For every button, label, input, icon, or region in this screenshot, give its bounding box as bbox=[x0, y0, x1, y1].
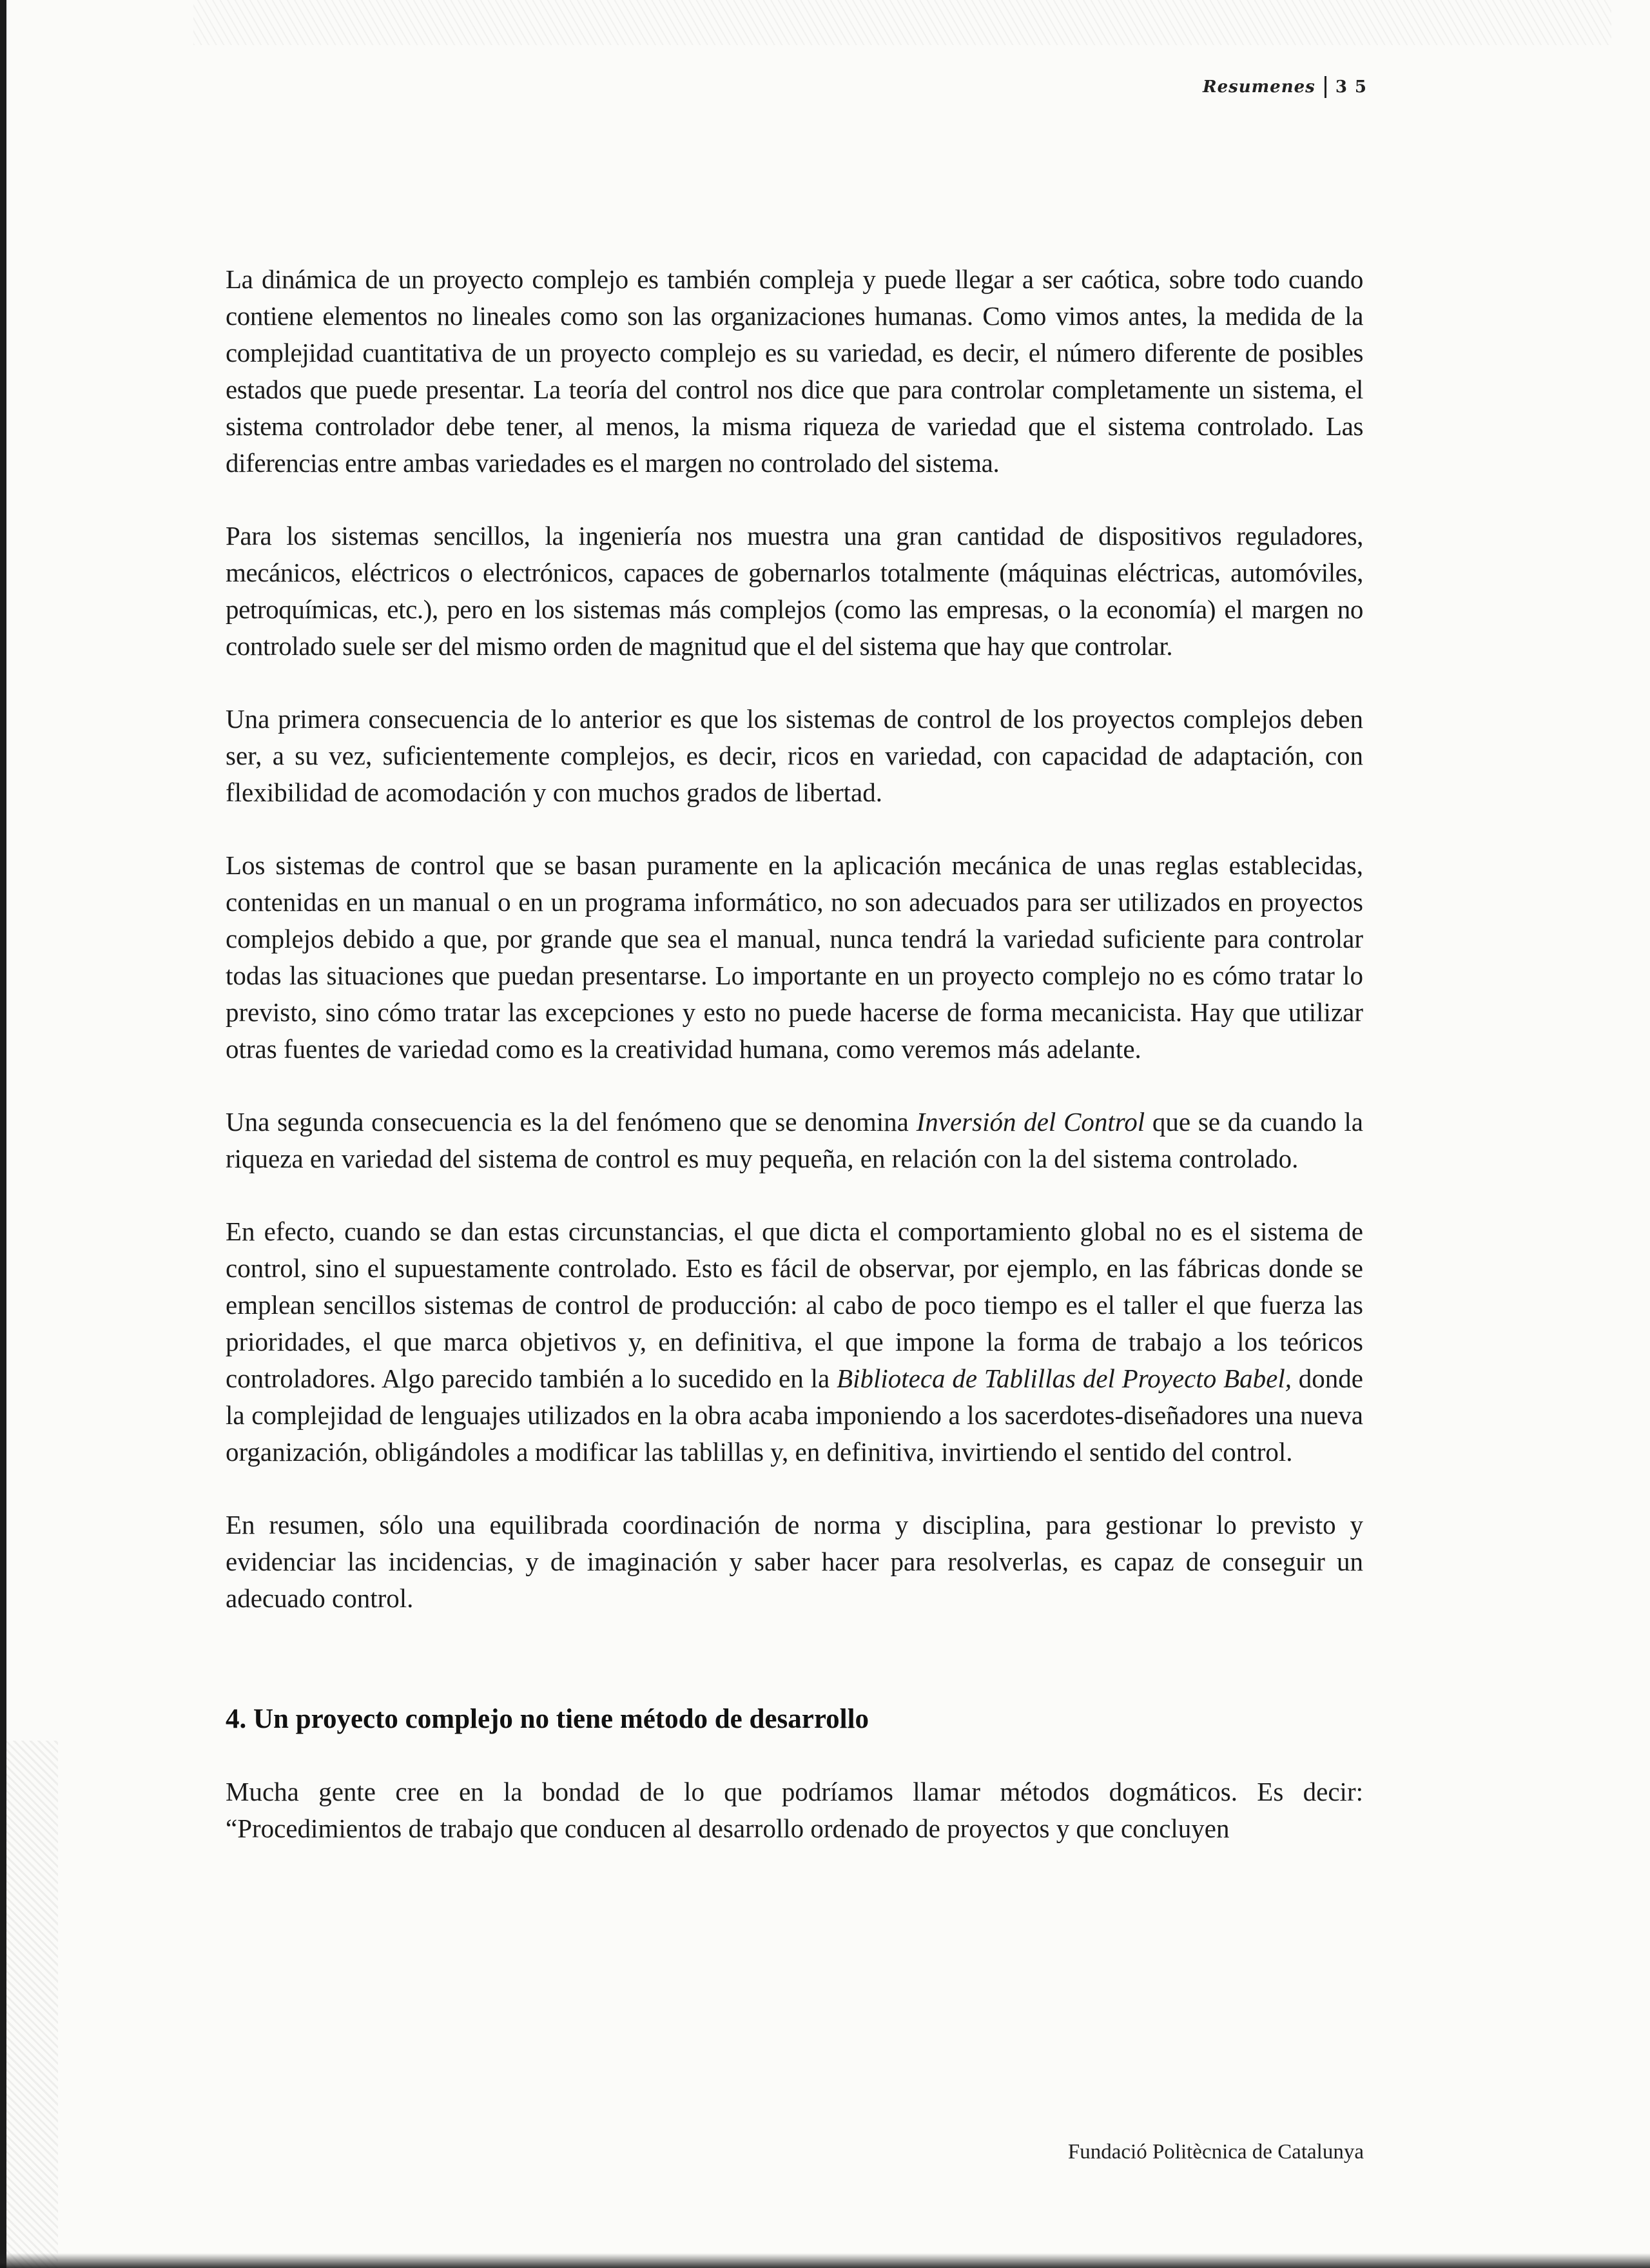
running-header-separator bbox=[1325, 76, 1326, 98]
scan-noise-top bbox=[193, 0, 1611, 45]
scan-left-border bbox=[0, 0, 6, 2268]
babel-term: Biblioteca de Tablillas del Proyecto Babel, bbox=[837, 1364, 1292, 1393]
paragraph-inversion-of-control bbox=[226, 1104, 1363, 1177]
section-heading: 4. Un proyecto complejo no tiene método de desarrollo bbox=[226, 1704, 869, 1734]
paragraph-dogmatic-methods: Mucha gente cree en la bondad de lo que podríamos llamar métodos dogmáticos. Es decir: “Procedimientos de trabajo que conducen al desarrollo ordenado de proyectos y que concluyen bbox=[226, 1777, 1363, 1843]
inversion-text-before: Una segunda consecuencia es la del fenómeno que se denomina bbox=[226, 1107, 917, 1137]
paragraph-control-dynamics: La dinámica de un proyecto complejo es también compleja y puede llegar a ser caótica, sobre todo cuando contiene elementos no lineales como son las organizaciones humanas. Como vimos antes, la medida de la complejidad cuantitativa de un proyecto complejo es su variedad, es decir, el número diferente de posibles estados que puede presentar. La teoría del control nos dice que para controlar completamente un sistema, el sistema controlador debe tener, al menos, la misma riqueza de variedad que el sistema controlado. Las diferencias entre ambas variedades es el margen no controlado del sistema. bbox=[226, 264, 1363, 478]
paragraph-babel-example bbox=[226, 1213, 1363, 1471]
body-text bbox=[226, 261, 1363, 1883]
paragraph-mechanical-rules: Los sistemas de control que se basan puramente en la aplicación mecánica de unas reglas establecidas, contenidas en un manual o en un programa informático, no son adecuados para ser utilizados en proyectos complejos debido a que, por grande que sea el manual, nunca tendrá la variedad suficiente para controlar todas las situaciones que puedan presentarse. Lo importante en un proyecto complejo no es cómo tratar lo previsto, sino cómo tratar las excepciones y esto no puede hacerse de forma mecanicista. Hay que utilizar otras fuentes de variedad como es la creatividad humana, como veremos más adelante. bbox=[226, 850, 1363, 1064]
babel-text-before: En efecto, cuando se dan estas circunstancias, el que dicta el comportamiento global no es el sistema de control, sino el supuestamente controlado. Esto es fácil de observar, por ejemplo, en las fábricas donde se emplean sencillos sistemas de control de producción: al cabo de poco tiempo es el taller el que fuerza las prioridades, el que marca objetivos y, en definitiva, el que impone la forma de trabajo a los teóricos controladores. Algo parecido también a lo sucedido en la bbox=[226, 1217, 1363, 1393]
running-header-title: Resumenes bbox=[1202, 77, 1315, 97]
running-header bbox=[1203, 76, 1374, 98]
babel-text-after: donde la complejidad de lenguajes utilizados en la obra acaba imponiendo a los sacerdotes-diseñadores una nueva organización, obligándoles a modificar las tablillas y, en definitiva, invirtiendo el sentido del control. bbox=[226, 1364, 1364, 1467]
page-number: 35 bbox=[1335, 77, 1374, 97]
scan-bottom-border bbox=[0, 2253, 1650, 2268]
paragraph-simple-systems: Para los sistemas sencillos, la ingeniería nos muestra una gran cantidad de dispositivos reguladores, mecánicos, eléctricos o electrónicos, capaces de gobernarlos totalmente (máquinas eléctricas, automóviles, petroquímicas, etc.), pero en los sistemas más complejos (como las empresas, o la economía) el margen no controlado suele ser del mismo orden de magnitud que el del sistema que hay que controlar. bbox=[226, 521, 1363, 661]
inversion-term: Inversión del Control bbox=[916, 1107, 1145, 1137]
paragraph-first-consequence: Una primera consecuencia de lo anterior es que los sistemas de control de los proyectos complejos deben ser, a su vez, suficientemente complejos, es decir, ricos en variedad, con capacidad de adaptación, con flexibilidad de acomodación y con muchos grados de libertad. bbox=[226, 704, 1363, 807]
scan-noise-left bbox=[6, 1741, 58, 2268]
footer-publisher: Fundació Politècnica de Catalunya bbox=[1067, 2140, 1364, 2164]
paragraph-summary: En resumen, sólo una equilibrada coordinación de norma y disciplina, para gestionar lo previsto y evidenciar las incidencias, y de imaginación y saber hacer para resolverlas, es capaz de conseguir un adecuado control. bbox=[226, 1510, 1363, 1613]
inversion-text-after: que se da cuando la riqueza en variedad del sistema de control es muy pequeña, en relación con la del sistema controlado. bbox=[226, 1107, 1363, 1173]
